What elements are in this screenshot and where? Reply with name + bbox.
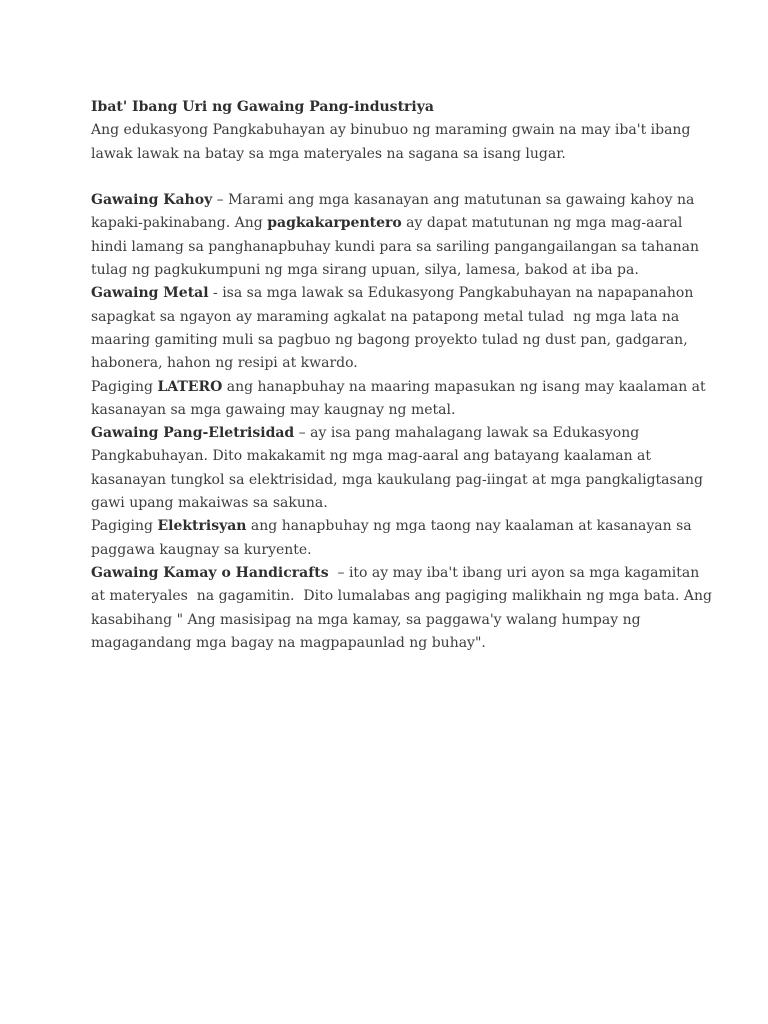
metal-heading: Gawaing Metal [91,285,209,302]
intro-line: lawak lawak na batay sa mga materyales na sagana sa isang lugar. [91,145,566,162]
latero-paragraph-line: kasanayan sa mga gawaing may kaugnay ng metal. [91,401,456,418]
kahoy-text: ay dapat matutunan ng mga mag-aaral [401,215,683,232]
document-title: Ibat' Ibang Uri ng Gawaing Pang-industriya [91,99,434,115]
document-page [91,96,712,655]
elektrisyan-text: Pagiging [91,518,158,535]
kamay-paragraph-line: magagandang mga bagay na magpapaunlad ng buhay". [91,634,486,651]
latero-text: Pagiging [91,378,158,395]
latero-text: ang hanapbuhay na maaring mapasukan ng isang may kaalaman at [222,378,706,395]
metal-paragraph-line [91,282,701,305]
kahoy-paragraph-line [91,189,701,212]
elektrisyan-term: Elektrisyan [157,518,247,535]
eletrisidad-paragraph-line: kasanayan tungkol sa elektrisidad, mga kaukulang pag-iingat at mga pangkaligtasang [91,471,704,488]
elektrisyan-paragraph-line: paggawa kaugnay sa kuryente. [91,541,312,558]
intro-line: Ang edukasyong Pangkabuhayan ay binubuo ng maraming gwain na may iba't ibang [91,122,691,139]
latero-paragraph-line [91,376,706,399]
paragraph-spacer [91,166,701,189]
elektrisyan-paragraph-line [91,515,701,538]
pagkakarpentero-term: pagkakarpentero [267,215,402,232]
elektrisyan-text: ang hanapbuhay ng mga taong nay kaalaman at kasanayan sa [246,518,692,535]
eletrisidad-heading: Gawaing Pang-Eletrisidad [91,425,295,442]
metal-paragraph-line: sapagkat sa ngayon ay maraming agkalat na patapong metal tulad ng mga lata na [91,308,680,325]
kamay-paragraph-line: kasabihang " Ang masisipag na mga kamay, sa paggawa'y walang humpay ng [91,611,641,628]
kamay-paragraph-line: at materyales na gagamitin. Dito lumalabas ang pagiging malikhain ng mga bata. Ang [91,588,712,605]
kahoy-paragraph-line [91,212,701,235]
metal-paragraph-line: habonera, hahon ng resipi at kwardo. [91,355,358,372]
kahoy-paragraph-line: hindi lamang sa panghanapbuhay kundi para sa sariling pangangailangan sa tahanan [91,238,699,255]
kamay-heading: Gawaing Kamay o Handicrafts [91,564,329,581]
eletrisidad-paragraph-line: gawi upang makaiwas sa sakuna. [91,495,328,512]
eletrisidad-text: – ay isa pang mahalagang lawak sa Edukasyong [294,425,640,442]
latero-term: LATERO [157,378,223,395]
eletrisidad-paragraph-line [91,422,701,445]
kahoy-paragraph-line: tulag ng pagkukumpuni ng mga sirang upuan, silya, lamesa, bakod at iba pa. [91,262,639,279]
kahoy-text: kapaki-pakinabang. Ang [91,215,268,232]
kahoy-heading: Gawaing Kahoy [91,192,213,209]
kamay-paragraph-line [91,562,701,585]
metal-text: - isa sa mga lawak sa Edukasyong Pangkabuhayan na napapanahon [208,285,694,302]
metal-paragraph-line: maaring gamiting muli sa pagbuo ng bagong proyekto tulad ng dust pan, gadgaran, [91,331,688,348]
kamay-text: – ito ay may iba't ibang uri ayon sa mga kagamitan [328,564,700,581]
kahoy-text: – Marami ang mga kasanayan ang matutunan sa gawaing kahoy na [212,192,695,209]
eletrisidad-paragraph-line: Pangkabuhayan. Dito makakamit ng mga mag-aaral ang batayang kaalaman at [91,448,652,465]
